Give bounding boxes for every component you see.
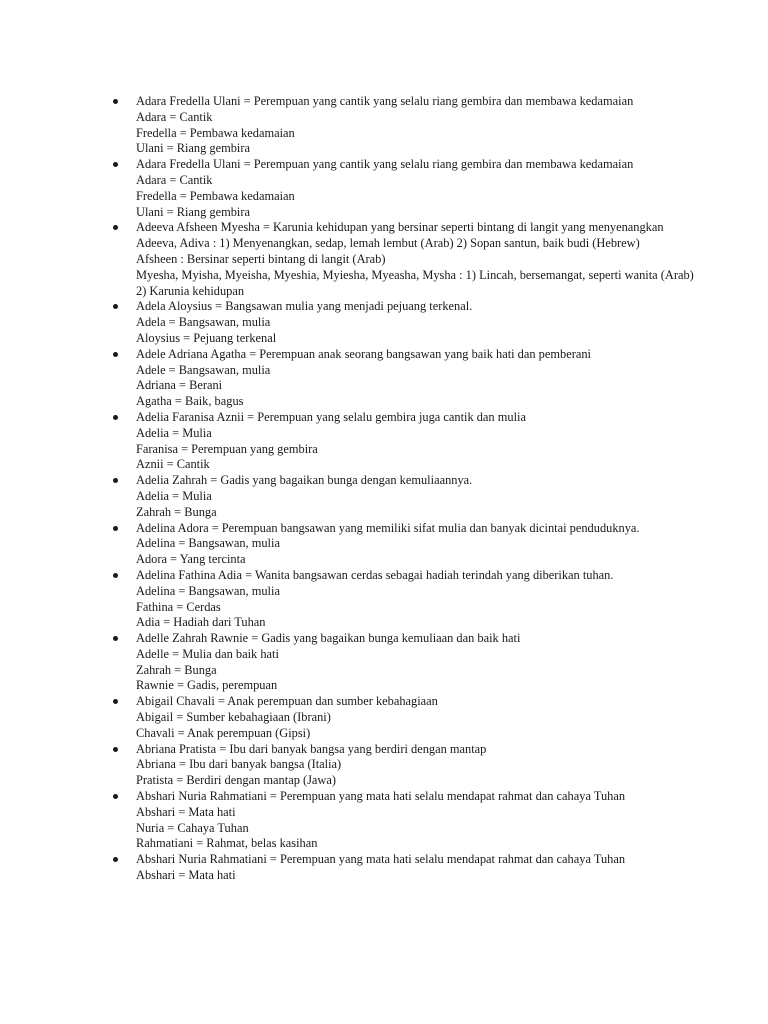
bullet-icon bbox=[113, 747, 118, 752]
entry-detail: Rawnie = Gadis, perempuan bbox=[136, 678, 278, 693]
entry-detail: Abriana = Ibu dari banyak bangsa (Italia) bbox=[136, 757, 342, 772]
list-item bbox=[0, 568, 698, 631]
bullet-icon bbox=[113, 573, 118, 578]
entry-detail: Zahrah = Bunga bbox=[136, 504, 217, 519]
entry-heading: Adele Adriana Agatha = Perempuan anak seorang bangsawan yang baik hati dan pemberani bbox=[136, 346, 591, 361]
list-item bbox=[0, 299, 698, 346]
bullet-icon bbox=[113, 99, 118, 104]
entry-detail: Pratista = Berdiri dengan mantap (Jawa) bbox=[136, 773, 337, 788]
list-item bbox=[0, 157, 698, 220]
entry-detail: Zahrah = Bunga bbox=[136, 662, 217, 677]
entry-heading: Adelle Zahrah Rawnie = Gadis yang bagaikan bunga kemuliaan dan baik hati bbox=[136, 631, 521, 646]
entry-detail: Nuria = Cahaya Tuhan bbox=[136, 820, 249, 835]
entry-detail: Fredella = Pembawa kedamaian bbox=[136, 188, 295, 203]
entry-detail: Adele = Bangsawan, mulia bbox=[136, 362, 271, 377]
bullet-icon bbox=[113, 478, 118, 483]
entry-detail: Adelia = Mulia bbox=[136, 488, 212, 503]
entry-detail: Abshari = Mata hati bbox=[136, 804, 236, 819]
entry-detail: Adora = Yang tercinta bbox=[136, 552, 246, 567]
entry-detail: Adeeva, Adiva : 1) Menyenangkan, sedap, lemah lembut (Arab) 2) Sopan santun, baik budi (Hebrew) bbox=[136, 236, 640, 251]
entry-detail: Fredella = Pembawa kedamaian bbox=[136, 125, 295, 140]
entry-heading: Adeeva Afsheen Myesha = Karunia kehidupan yang bersinar seperti bintang di langit yang menyenangkan bbox=[136, 220, 664, 235]
entry-detail: Adelle = Mulia dan baik hati bbox=[136, 646, 279, 661]
list-item bbox=[0, 220, 698, 299]
entry-heading: Abshari Nuria Rahmatiani = Perempuan yang mata hati selalu mendapat rahmat dan cahaya Tuhan bbox=[136, 789, 626, 804]
entry-detail: Ulani = Riang gembira bbox=[136, 141, 251, 156]
list-item bbox=[0, 473, 698, 520]
bullet-icon bbox=[113, 352, 118, 357]
list-item bbox=[0, 631, 698, 694]
list-item bbox=[0, 521, 698, 568]
entry-detail: Fathina = Cerdas bbox=[136, 599, 221, 614]
list-item bbox=[0, 852, 698, 884]
entry-detail: Afsheen : Bersinar seperti bintang di langit (Arab) bbox=[136, 251, 386, 266]
entry-heading: Abriana Pratista = Ibu dari banyak bangsa yang berdiri dengan mantap bbox=[136, 741, 487, 756]
bullet-icon bbox=[113, 526, 118, 531]
entry-heading: Adelia Faranisa Aznii = Perempuan yang selalu gembira juga cantik dan mulia bbox=[136, 409, 526, 424]
name-meaning-list bbox=[0, 94, 698, 884]
entry-detail: Adriana = Berani bbox=[136, 378, 223, 393]
bullet-icon bbox=[113, 857, 118, 862]
entry-heading: Adara Fredella Ulani = Perempuan yang cantik yang selalu riang gembira dan membawa kedamaian bbox=[136, 94, 634, 108]
entry-detail: Adelina = Bangsawan, mulia bbox=[136, 583, 280, 598]
list-item bbox=[0, 742, 698, 789]
entry-detail: Rahmatiani = Rahmat, belas kasihan bbox=[136, 836, 318, 851]
entry-detail: Ulani = Riang gembira bbox=[136, 204, 251, 219]
list-item bbox=[0, 347, 698, 410]
list-item bbox=[0, 789, 698, 852]
entry-heading: Abshari Nuria Rahmatiani = Perempuan yang mata hati selalu mendapat rahmat dan cahaya Tuhan bbox=[136, 852, 626, 867]
entry-detail: Agatha = Baik, bagus bbox=[136, 394, 244, 409]
entry-detail: Adia = Hadiah dari Tuhan bbox=[136, 615, 266, 630]
list-item bbox=[0, 94, 698, 157]
entry-detail: Chavali = Anak perempuan (Gipsi) bbox=[136, 725, 311, 740]
bullet-icon bbox=[113, 162, 118, 167]
entry-detail: Aloysius = Pejuang terkenal bbox=[136, 330, 277, 345]
entry-detail: Aznii = Cantik bbox=[136, 457, 210, 472]
entry-heading: Adela Aloysius = Bangsawan mulia yang menjadi pejuang terkenal. bbox=[136, 299, 473, 314]
entry-detail: Adelina = Bangsawan, mulia bbox=[136, 536, 280, 551]
entry-detail: Faranisa = Perempuan yang gembira bbox=[136, 441, 318, 456]
entry-detail: Adela = Bangsawan, mulia bbox=[136, 315, 271, 330]
entry-detail: Adara = Cantik bbox=[136, 172, 213, 187]
entry-heading: Adelina Adora = Perempuan bangsawan yang memiliki sifat mulia dan banyak dicintai penduduknya. bbox=[136, 520, 640, 535]
entry-detail: Adara = Cantik bbox=[136, 109, 213, 124]
bullet-icon bbox=[113, 794, 118, 799]
entry-detail: Abigail = Sumber kebahagiaan (Ibrani) bbox=[136, 710, 331, 725]
entry-detail: Adelia = Mulia bbox=[136, 425, 212, 440]
entry-detail: Myesha, Myisha, Myeisha, Myeshia, Myiesha, Myeasha, Mysha : 1) Lincah, bersemangat, seperti wanita (Arab) 2) Karunia kehidupan bbox=[136, 267, 694, 298]
bullet-icon bbox=[113, 636, 118, 641]
list-item bbox=[0, 694, 698, 741]
entry-heading: Adelina Fathina Adia = Wanita bangsawan cerdas sebagai hadiah terindah yang diberikan tuhan. bbox=[136, 567, 614, 582]
bullet-icon bbox=[113, 304, 118, 309]
bullet-icon bbox=[113, 699, 118, 704]
entry-detail: Abshari = Mata hati bbox=[136, 868, 236, 883]
bullet-icon bbox=[113, 415, 118, 420]
list-item bbox=[0, 410, 698, 473]
entry-heading: Abigail Chavali = Anak perempuan dan sumber kebahagiaan bbox=[136, 694, 438, 709]
entry-heading: Adelia Zahrah = Gadis yang bagaikan bunga dengan kemuliaannya. bbox=[136, 473, 473, 488]
bullet-icon bbox=[113, 225, 118, 230]
entry-heading: Adara Fredella Ulani = Perempuan yang cantik yang selalu riang gembira dan membawa kedamaian bbox=[136, 157, 634, 172]
